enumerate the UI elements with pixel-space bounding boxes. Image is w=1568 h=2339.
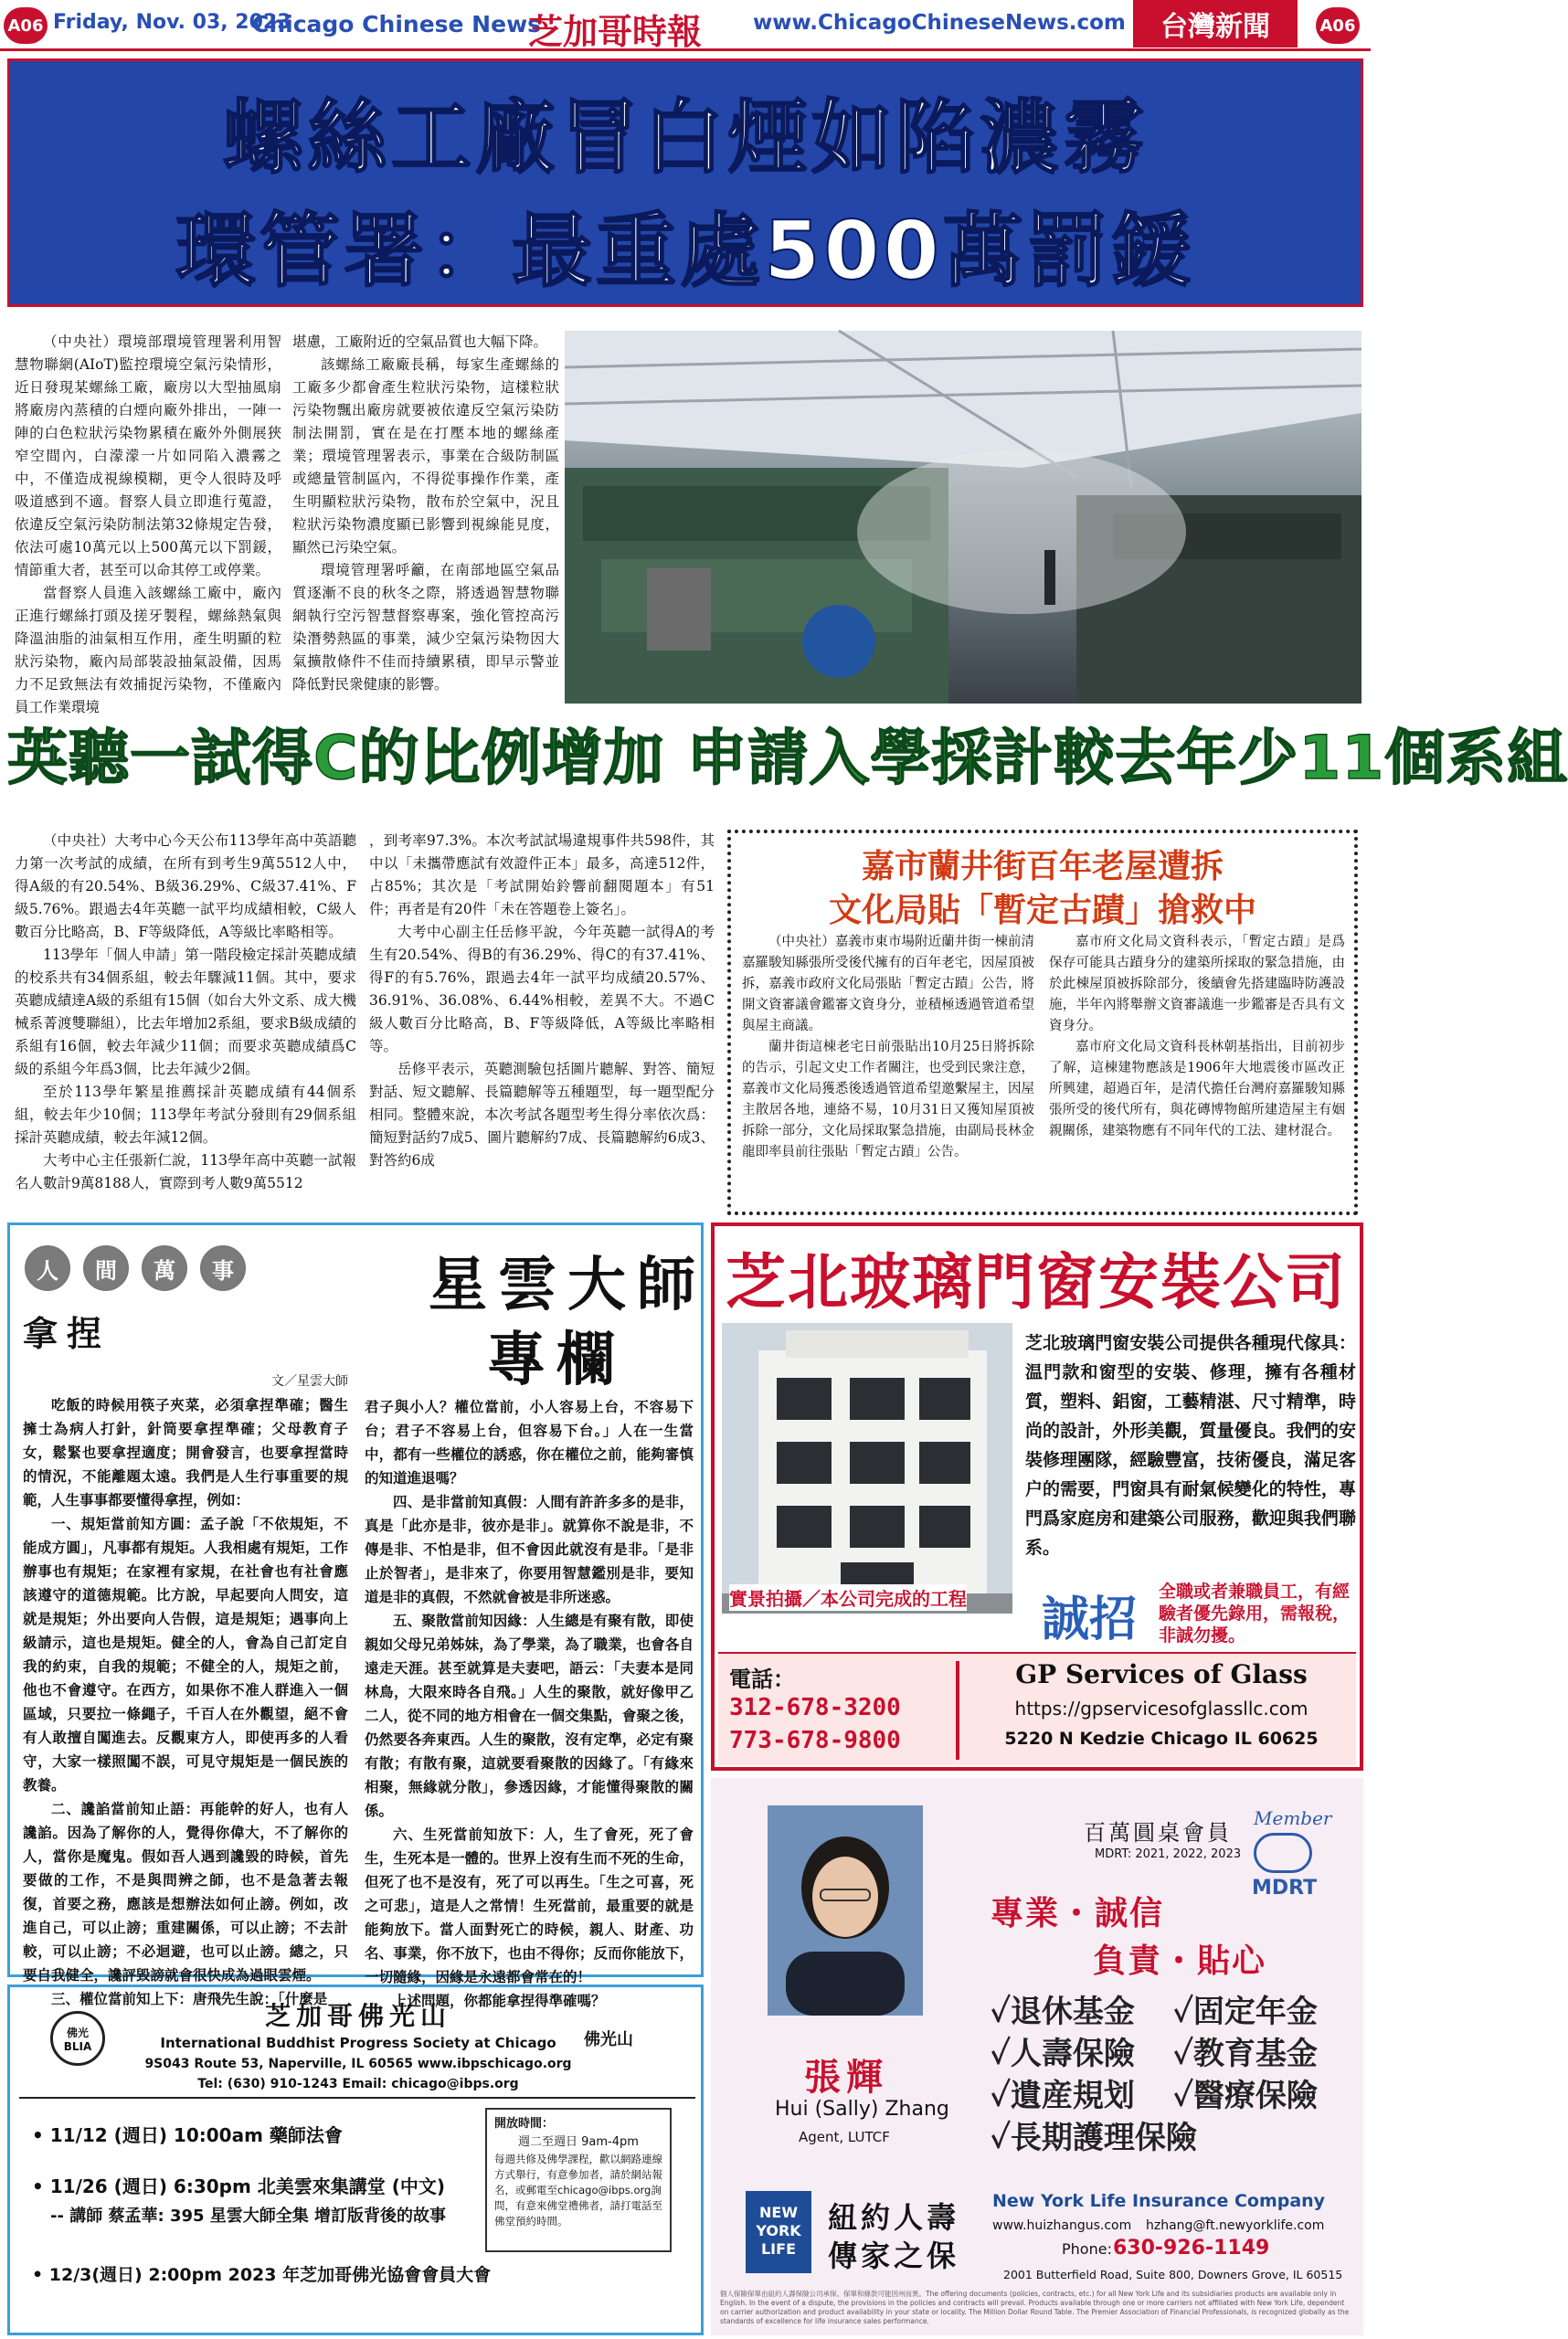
agent-name-cn: 張輝 [804,2056,888,2099]
story3-headline-line2: 文化局貼「暫定古蹟」搶救中 [828,892,1256,929]
mdrt-badge-icon [1254,1833,1312,1873]
hours-note: 每週共修及佛學課程，歡以網路連線方式舉行，有意參加者，請於網站報名，或郵電至chicago@ibps.org詢問，有意來佛堂禮佛者，請打電話至佛堂預約時間。 [494,2153,662,2228]
page-number-left: A06 [4,7,48,44]
story1-paragraph: 該螺絲工廠廠長稱，每家生產螺絲的工廠多少都會產生粒狀污染物，這樣粒狀污染物飄出廠房就要被依違反空氣污染防制法開罰，實在是在打壓本地的螺絲產業；環境管理署表示，事業在合級防制區或總量管制區內，不得從事操作作業，產生明顯粒狀污染物，散布於空氣中，況且粒狀污染物濃度顯已影響到視線能見度，顯然已污染空氣。 [292,356,559,556]
glass-company-ad [711,1222,1363,1771]
issue-date: Friday, Nov. 03, 2023 [53,11,291,34]
fgs-logo: 佛光山 [584,2030,633,2049]
column-text-1 [23,1393,348,2007]
story1-paragraph: 環境管理署呼籲，在南部地區空氣品質逐漸不良的秋冬之際，將透過智慧物聯網執行空污智慧督察專案，強化管控高污染潛勢熱區的事業，減少空氣污染物因大氣擴散條件不佳而持續累積，即早示警並降低對民衆健康的影響。 [292,562,559,693]
story3-paragraph: 蘭井街這棟老宅日前張貼出10月25日將拆除的告示，引起文史工作者關注，也受到民衆注意，嘉義市文化局獲悉後透過管道希望邀繫屋主，因屋主散居各地，連絡不易，10月31日又獲知屋頂被拆除一部分，文化局採取緊急措施，由副局長林金龍即率員前往張貼「暫定古蹟」公告。 [742,1040,1034,1159]
buddhist-temple-ad [7,1984,704,2335]
masthead [0,0,1371,51]
story1-paragraph: （中央社）環境部環境管理署利用智慧物聯網(AIoT)監控環境空氣污染情形，近日發現某螺絲工廠，廠房以大型抽風扇將廠房內蒸積的白煙向廠外排出，一陣一陣的白色粒狀污染物累積在廠外外側展狹窄空間內，白濛濛一片如同陷入濃霧之中，不僅造成視線模糊，更令人很時及呼吸道感到不適。督察人員立即進行蒐證，依違反空氣污染防制法第32條規定告發，依法可處10萬元以上500萬元以下罰鍰，情節重大者，甚至可以命其停工或停業。 [15,333,281,578]
nyl-logo: NEW YORK LIFE [746,2191,811,2273]
event-item: -- 講師 蔡孟華: 395 星雲大師全集 增訂版背後的故事 [50,2207,447,2226]
insurance-ad [711,1778,1363,2335]
service-item: ✓遺産規划 [991,2078,1135,2114]
page-number-right: A06 [1316,7,1360,44]
divider [19,2097,695,2099]
company-url[interactable]: https://gpservicesofglassllc.com [1014,1698,1308,1720]
agent-title: Agent, LUTCF [799,2129,890,2145]
story3-paragraph: 嘉市府文化局文資科長林朝基指出，目前初步了解，這棟建物應該是1906年大地震後市區改正所興建，超過百年，是清代擔任台灣府嘉羅駿知縣張所受的後代所有，與花磚博物館所建造屋主有姻親關係，建築物應有不同年代的工法、建材混合。 [1049,1040,1345,1138]
service-item: ✓固定年金 [1173,1994,1318,2030]
phone-label: Phone: [1062,2240,1112,2258]
slogan-line1: 專業・誠信 [991,1895,1165,1932]
building-photo [722,1323,1012,1614]
column-tag-circle: 人 [25,1245,70,1291]
story1-paragraph: 當督察人員進入該螺絲工廠中，廠內正進行螺絲打頭及搓牙製程，螺絲熱氣與降溫油脂的油氣相互作用，產生明顯的粒狀污染物，廠內局部裝設抽氣設備，因馬力不足致無法有效捕捉污染物，不僅廠內員工作業環境 [15,585,281,715]
phone-label: 電話： [729,1667,795,1692]
company-address: 5220 N Kedzie Chicago IL 60625 [1004,1729,1319,1749]
story2-paragraph: 大考中心主任張新仁說，113學年高中英聽一試報名人數計9萬8188人，實際到考人數9萬5512 [15,1152,356,1191]
event-item: • 12/3(週日) 2:00pm 2023 年芝加哥佛光協會會員大會 [32,2265,492,2285]
column-paragraph: 上述問題，你都能拿捏得準確嗎？ [393,1993,606,2009]
story1-column-2 [292,331,559,705]
story1-headline-line1: 螺絲工廠冒白煙如陷濃霧 [222,90,1148,185]
story3-column-1 [742,932,1034,1206]
company-name-en: GP Services of Glass [1015,1659,1308,1689]
legal-fine-print: 個人保險保單由紐約人壽保險公司承保。保單和條款可能因州而異。The offering documents (policies, contracts, etc.) for all New York Life and its subsidiaries products are available only in English. In the event of a dispute, the provisions in the policies and contracts will prevail. Products available through one or more carriers not affiliated with New York Life, dependent on carrier authorization and product availability in your state or locality. The Million Dollar Round Table. The Premier Association of Financial Professionals, is recognized globally as the standards of excellence for life insurance sales performance. [720,2290,1350,2325]
hours-title: 開放時間： [494,2117,555,2131]
event-text: 12/3(週日) 2:00pm 2023 年芝加哥佛光協會會員大會 [48,2265,492,2285]
photo-caption: 實景拍攝／本公司完成的工程 [729,1584,967,1611]
email[interactable]: hzhang@ft.newyorklife.com [1146,2218,1325,2233]
blia-logo: 佛光 BLIA [50,2011,105,2066]
story2-paragraph: 113學年「個人申請」第一階段檢定採計英聽成績的校系共有34個系組，較去年驟減11個。其中，要求英聽成績達A級的系組有15個（如台大外文系、成大機械系菁渡雙聯組），比去年增加2系組，要求B級成績的系組有16個，較去年減少11個；而要求英聽成績爲C級的系組今年爲3個，比去年減少2個。 [15,947,356,1077]
paper-name-en: Chicago Chinese News [252,11,542,37]
factory-photo-drawing [565,331,1361,704]
service-item: ✓人壽保險 [991,2036,1135,2072]
hours-value: 週二至週日 9am-4pm [518,2135,639,2149]
column-subtitle: 拿捏 [23,1313,111,1354]
factory-photo [565,331,1361,704]
story2-column-1 [15,830,356,1215]
story3-column-2 [1049,932,1345,1206]
building-photo-drawing [722,1323,1012,1614]
story2-column-2 [369,830,715,1215]
story3-box [727,830,1358,1215]
column-paragraph: 吃飯的時候用筷子夾菜，必須拿捏準確；醫生擁士為病人打針，針筒要拿捏準確；父母教育子女，鬆緊也要拿捏適度；開會發言，也要拿捏當時的情況，不能離題太遠。我們是人生行事重要的規範，人生事事都要懂得拿捏，例如： [23,1397,348,1508]
website-1[interactable]: www.huizhangus.com [992,2218,1132,2233]
event-text: 11/12 (週日) 10:00am 藥師法會 [49,2124,343,2146]
event-item: • 11/12 (週日) 10:00am 藥師法會 [32,2124,343,2146]
temple-address: 9S043 Route 53, Naperville, IL 60565 www.ibpschicago.org [144,2057,572,2071]
story3-headline-line1: 嘉市蘭井街百年老屋遭拆 [861,848,1224,885]
column-text-2 [365,1395,694,2009]
column-tag-circle: 間 [83,1245,129,1291]
divider [956,1661,959,1760]
paper-name-cn: 芝加哥時報 [528,11,703,52]
story2-paragraph: 岳修平表示，英聽測驗包括圖片聽解、對答、簡短對話、短文聽解、長篇聽解等五種題型，每一題型配分相同。整體來說，本次考試各題型考生得分率依次爲：簡短對話約7成5、圖片聽解約7成、長篇聽解約6成3、對答約6成 [369,1061,715,1169]
service-item: ✓長期護理保險 [991,2120,1197,2156]
agent-photo-drawing [768,1805,923,2016]
story3-paragraph: （中央社）嘉義市東市場附近蘭井街一棟前清嘉羅駿知縣張所受後代擁有的百年老宅，因屋頂被拆，嘉義市政府文化局張貼「暫定古蹟」公告，將開文資審議會鑑審文資身分，並積極透過管道希望與屋主商議。 [742,935,1034,1033]
column-paragraph: 四、是非當前知真假：人間有許許多多的是非，真是「此亦是非，彼亦是非」。就算你不說是非，不傳是非、不怕是非，但不會因此就沒有是非。「是非止於智者」，是非來了，你要用智慧鑑別是非，要知道是非的真假，不然就會被是非所迷惑。 [365,1494,694,1605]
column-paragraph: 五、聚散當前知因緣：人生總是有聚有散，即使親如父母兄弟姊妹，為了學業，為了職業，也會各自遠走天涯。甚至就算是夫妻吧，語云：「夫妻本是同林鳥，大限來時各自飛。」人生的聚散，就好像甲乙二人，從不同的地方相會在一個交集點，會聚之後，仍然要各奔東西。人生的聚散，沒有定準，必定有聚有散；有散有聚，這就要看聚散的因緣了。「有緣來相聚，無緣就分散」，參透因緣，才能懂得聚散的關係。 [365,1613,694,1819]
story1-paragraph: 堪慮，工廠附近的空氣品質也大幅下降。 [292,333,548,350]
mdrt-label: MDRT [1252,1877,1318,1900]
agent-name-en: Hui (Sally) Zhang [775,2098,949,2121]
service-item: ✓退休基金 [991,1994,1135,2030]
agent-photo [768,1805,923,2016]
office-address: 2001 Butterfield Road, Suite 800, Downers Grove, IL 60515 [1003,2268,1343,2281]
story3-paragraph: 嘉市府文化局文資科表示，「暫定古蹟」是爲保存可能具古蹟身分的建築所採取的緊急措施，由於此棟屋頂被拆除部分，後續會先搭建臨時防護設施，半年內將舉辦文資審議進一步鑑審是否具有文資身分。 [1049,935,1345,1033]
story2-paragraph: 大考中心副主任岳修平說，今年英聽一試得A的考生有20.54%、得B的有36.29%、得C的有37.41%、得F的有5.76%，跟過去4年一試平均成績20.57%、36.91%、36.08%、6.44%相較，差異不大。不過C級人數百分比略高，B、F等級降低，A等級比率略相等。 [369,924,715,1054]
company-name-en: New York Life Insurance Company [992,2191,1326,2211]
recruit-text: 全職或者兼職員工，有經驗者優先錄用，需報稅，非誠勿擾。 [1159,1582,1351,1646]
glass-ad-title: 芝北玻璃門窗安裝公司 [726,1247,1347,1318]
phone-number-2[interactable]: 773-678-9800 [729,1727,901,1754]
recruit-headline: 誠招 [1042,1592,1138,1647]
story1-column-1 [15,331,281,715]
story1-headline-line2: 環管署：最重處500萬罰鍰 [175,204,1195,298]
mdrt-years: MDRT: 2021, 2022, 2023 [1095,1847,1242,1861]
phone-number-1[interactable]: 312-678-3200 [729,1694,901,1721]
mdrt-member-label: Member [1254,1807,1332,1829]
column-paragraph: 三、權位當前知上下：唐飛先生說：「什麼是 [51,1991,328,2007]
story2-paragraph: （中央社）大考中心今天公布113學年高中英語聽力第一次考試的成績，在所有到考生9萬5512人中，得A級的有20.54%、B級36.29%、C級37.41%、F級5.76%。跟過去4年英聽一試平均成績相較，C級人數百分比略高，B、F等級降低，A等級比率略相等。 [15,832,356,940]
glass-ad-description: 芝北玻璃門窗安裝公司提供各種現代傢具：温門款和窗型的安裝、修理，擁有各種材質，塑料、鋁窗，工藝精湛、尺寸精準，時尚的設計，外形美觀，質量優良。我們的安裝修理團隊，經驗豐富，技術優良，滿足客户的需要，門窗具有耐氣候變化的特性，專門爲家庭房和建築公司服務，歡迎與我們聯系。 [1025,1333,1356,1558]
service-item: ✓醫療保險 [1173,2078,1318,2114]
company-cn-line1: 紐約人壽 [828,2200,960,2235]
section-label: 台灣新聞 [1133,0,1298,48]
column-title-line2: 專欄 [487,1326,626,1394]
column-author: 文／星雲大師 [271,1374,348,1389]
column-paragraph: 一、規矩當前知方圓：孟子說「不依規矩，不能成方圓」，凡事都有規矩。人我相處有規矩，工作辦事也有規矩；在家裡有家規，在社會也有社會應該遵守的道德規範。比方說，早起要向人問安，這就是規矩；外出要向人告假，這是規矩；遇事向上級請示，這也是規矩。健全的人，會為自己訂定自我的約束，自我的規範；不健全的人，規矩之前，他也不會遵守。在西方，如果你不准人群進入一個區域，只要拉一條繩子，千百人在外觀望，絕不會有人敢擅自闖進去。反觀東方人，即使再多的人看守，大家一樣照闖不誤，可見守規矩是一個民族的教養。 [23,1516,348,1794]
story2-paragraph: 至於113學年繁星推薦採計英聽成績有44個系組，較去年少10個；113學年考試分發則有29個系組採計英聽成績，較去年減12個。 [15,1084,356,1146]
mdrt-member-cn: 百萬圓桌會員 [1084,1820,1232,1846]
column-tag-circle: 事 [200,1245,246,1291]
story2-headline: 英聽一試得C的比例增加 申請入學採計較去年少11個系組 [7,723,1568,793]
column-paragraph: 六、生死當前知放下：人，生了會死，死了會生，生死本是一體的。世界上沒有生而不死的生命，但死了也不是沒有，死了可以再生。「生之可喜，死之可悲」，這是人之常情！生死當前，最重要的就是能夠放下。當人面對死亡的時候，親人、財產、功名、事業，你不放下，也由不得你；反而你能放下，一切隨緣，因緣是永遠都會常在的！ [365,1826,694,1985]
company-cn-line2: 傳家之保 [828,2238,960,2273]
service-item: ✓教育基金 [1173,2036,1318,2072]
event-text: 11/26 (週日) 6:30pm 北美雲來集講堂 (中文) [49,2175,446,2197]
paper-website[interactable]: www.ChicagoChineseNews.com [753,11,1126,35]
story1-headline-box [7,58,1363,307]
column-paragraph: 君子與小人？權位當前，小人容易上台，不容易下台；君子不容易上台，但容易下台。」人在一生當中，都有一些權位的誘惑，你在權位之前，能夠審慎的知道進退嗎？ [365,1399,694,1487]
opening-hours-box [485,2108,672,2252]
slogan-line2: 負責・貼心 [1093,1942,1267,1980]
master-column-box [7,1222,706,2009]
phone-number[interactable]: 630-926-1149 [1113,2237,1270,2260]
temple-name-cn: 芝加哥佛光山 [264,2001,451,2031]
glass-contact-panel [718,1652,1356,1765]
story2-paragraph: ，到考率97.3%。本次考試試場違規事件共598件，其中以「未攜帶應試有效證件正本」最多，高達512件，占85%；其次是「考試開始鈴響前翻閱題本」有51件；再者是有20件「未在答題卷上簽名」。 [369,832,715,917]
temple-name-en: International Buddhist Progress Society at Chicago [160,2035,556,2051]
temple-contact: Tel: (630) 910-1243 Email: chicago@ibps.org [197,2077,519,2091]
column-tag-circle: 萬 [142,1245,187,1291]
event-item: • 11/26 (週日) 6:30pm 北美雲來集講堂 (中文) [32,2175,446,2197]
column-paragraph: 二、讒諂當前知止語：再能幹的好人，也有人讒諂。因為了解你的人，覺得你偉大，不了解你的人，當你是魔鬼。假如吾人遇到讒毀的時候，首先要做的工作，不是與問辨之師，也不是急著去報復，首要之務，應該是想辦法如何止謗。例如，改進自己，可以止謗；重建關係，可以止謗；不去計較，可以止謗；不必迴避，也可以止謗。總之，只要自我健全，讒評毀謗就會很快成為過眼雲煙。 [23,1801,348,1984]
column-title-line1: 星雲大師 [429,1251,706,1319]
